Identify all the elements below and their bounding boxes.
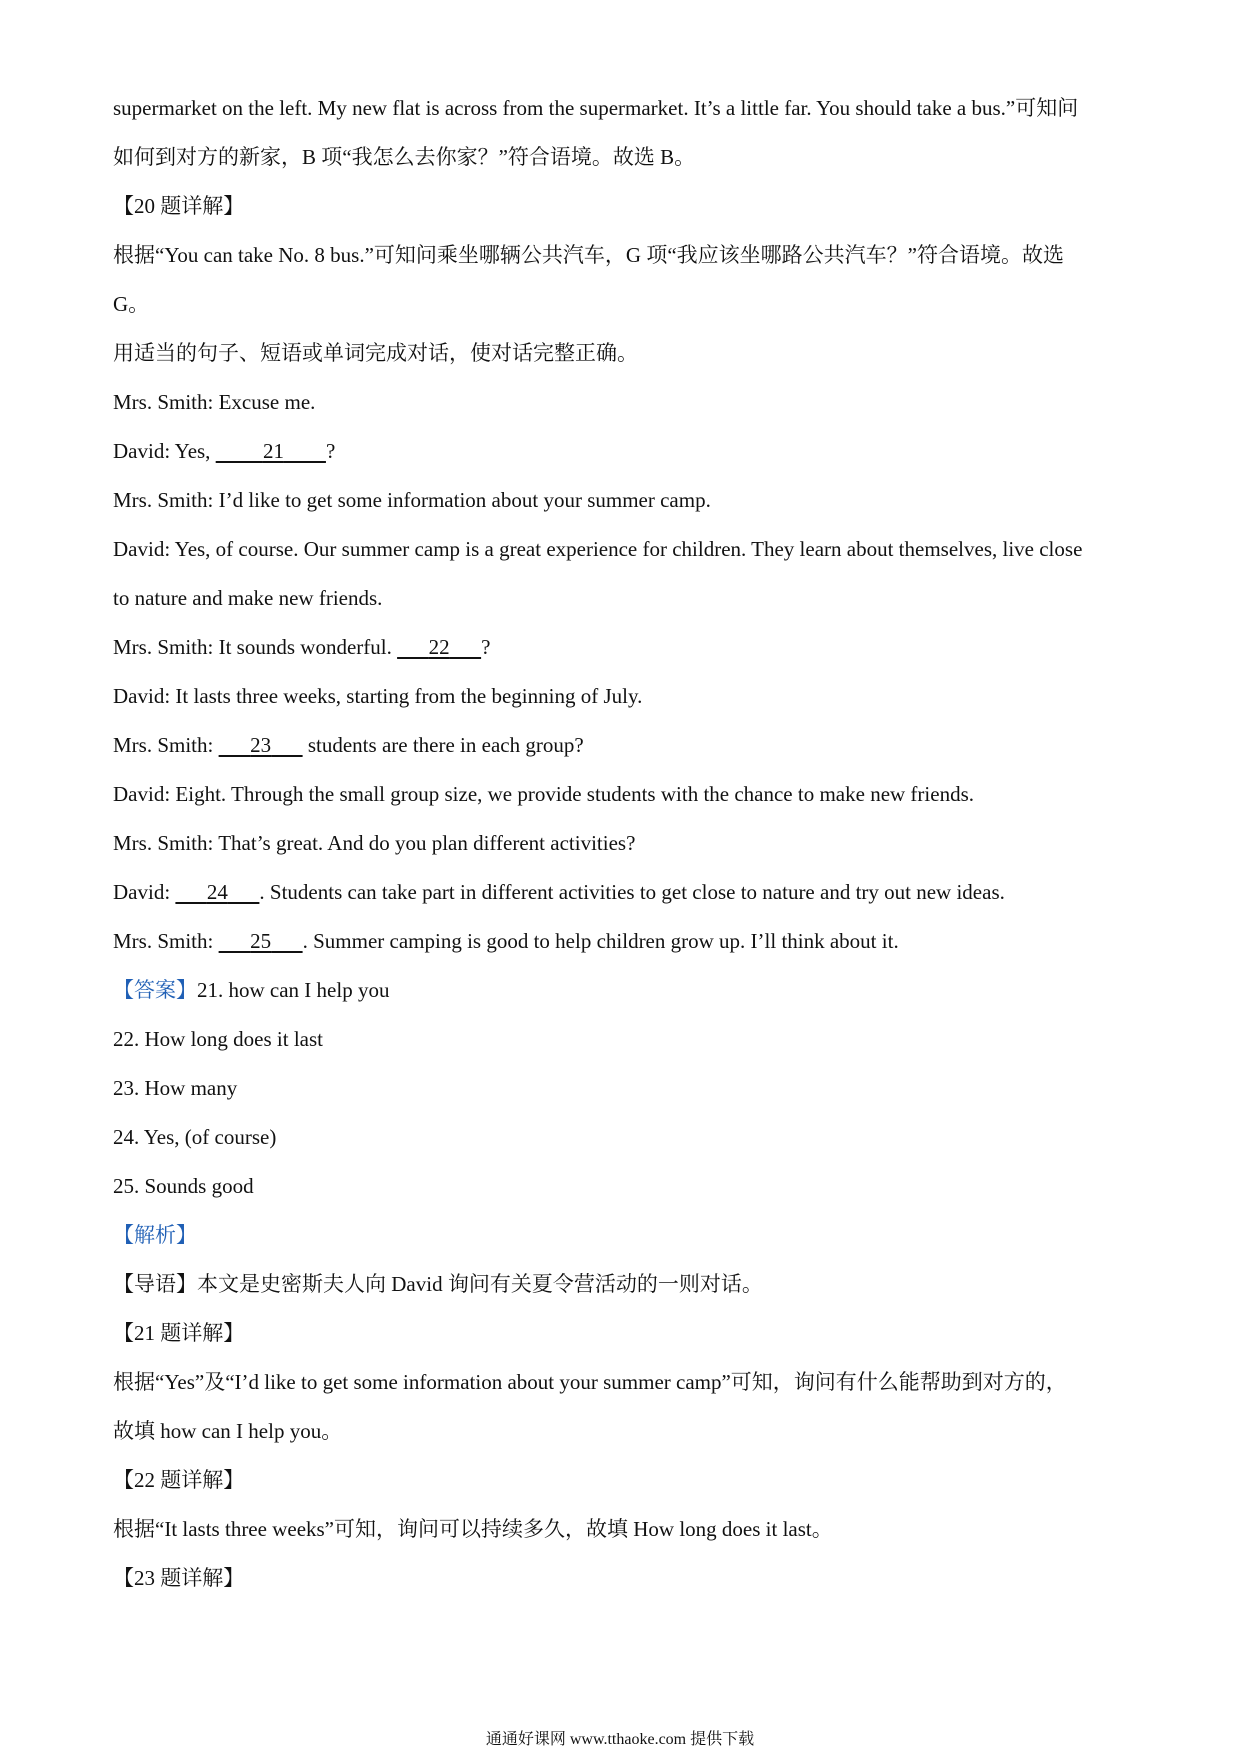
explanation-line: 故填 how can I help you。 — [113, 1419, 343, 1443]
blank-number: 22 — [428, 635, 450, 659]
blank-21 — [216, 439, 326, 463]
blank-number: 25 — [250, 929, 272, 953]
dialogue-text: David: Yes, — [113, 439, 216, 463]
answer-label: 【答案】 — [113, 978, 197, 1002]
dialogue-line: David: It lasts three weeks, starting from the beginning of July. — [113, 684, 643, 708]
dialogue-line: to nature and make new friends. — [113, 586, 383, 610]
blank-22 — [397, 635, 481, 659]
text-line: 根据“You can take No. 8 bus.”可知问乘坐哪辆公共汽车，G 项“我应该坐哪路公共汽车？”符合语境。故选 — [113, 243, 1064, 267]
dialogue-line — [113, 880, 1143, 904]
answer-23: 23. How many — [113, 1076, 238, 1100]
dialogue-line — [113, 929, 1143, 953]
document-body — [113, 96, 1143, 1615]
instruction: 用适当的句子、短语或单词完成对话，使对话完整正确。 — [113, 341, 638, 365]
text-line: supermarket on the left. My new flat is across from the supermarket. It’s a little far. You should take a bus.”可知问 — [113, 96, 1079, 120]
dialogue-line: Mrs. Smith: That’s great. And do you plan different activities? — [113, 831, 636, 855]
explanation-line: 根据“Yes”及“I’d like to get some information about your summer camp”可知，询问有什么能帮助到对方的， — [113, 1370, 1067, 1394]
intro-line: 【导语】本文是史密斯夫人向 David 询问有关夏令营活动的一则对话。 — [113, 1272, 763, 1296]
answer-21: 21. how can I help you — [197, 978, 390, 1002]
section-heading-21: 【21 题详解】 — [113, 1321, 245, 1345]
blank-number: 24 — [206, 880, 228, 904]
dialogue-text: Mrs. Smith: — [113, 929, 219, 953]
section-heading-22: 【22 题详解】 — [113, 1468, 245, 1492]
blank-25 — [219, 929, 303, 953]
answer-22: 22. How long does it last — [113, 1027, 323, 1051]
text-line: 如何到对方的新家，B 项“我怎么去你家？”符合语境。故选 B。 — [113, 145, 696, 169]
blank-number: 21 — [262, 439, 284, 463]
blank-number: 23 — [250, 733, 272, 757]
text-line: G。 — [113, 292, 150, 316]
dialogue-line: David: Yes, of course. Our summer camp is a great experience for children. They learn about themselves, live close — [113, 537, 1083, 561]
dialogue-text: . Summer camping is good to help children grow up. I’ll think about it. — [302, 929, 899, 953]
dialogue-line: Mrs. Smith: I’d like to get some information about your summer camp. — [113, 488, 711, 512]
dialogue-line — [113, 733, 1143, 757]
explanation-line: 根据“It lasts three weeks”可知，询问可以持续多久，故填 How long does it last。 — [113, 1517, 833, 1541]
dialogue-line: Mrs. Smith: Excuse me. — [113, 390, 316, 414]
dialogue-text: ? — [325, 439, 336, 463]
dialogue-line — [113, 439, 1143, 463]
dialogue-text: . Students can take part in different activities to get close to nature and try out new ideas. — [259, 880, 1005, 904]
section-heading-23: 【23 题详解】 — [113, 1566, 245, 1590]
answer-24: 24. Yes, (of course) — [113, 1125, 277, 1149]
blank-23 — [219, 733, 303, 757]
dialogue-text: Mrs. Smith: — [113, 733, 219, 757]
page-footer: 通通好课网 www.tthaoke.com 提供下载 — [485, 1731, 755, 1748]
dialogue-line — [113, 635, 1143, 659]
dialogue-text: Mrs. Smith: It sounds wonderful. — [113, 635, 398, 659]
dialogue-text: David: — [113, 880, 176, 904]
analysis-label: 【解析】 — [113, 1223, 197, 1247]
dialogue-line: David: Eight. Through the small group size, we provide students with the chance to make new friends. — [113, 782, 974, 806]
blank-24 — [175, 880, 259, 904]
section-heading-20: 【20 题详解】 — [113, 194, 245, 218]
answer-line — [113, 978, 1143, 1002]
dialogue-text: students are there in each group? — [302, 733, 584, 757]
answer-25: 25. Sounds good — [113, 1174, 254, 1198]
dialogue-text: ? — [481, 635, 491, 659]
